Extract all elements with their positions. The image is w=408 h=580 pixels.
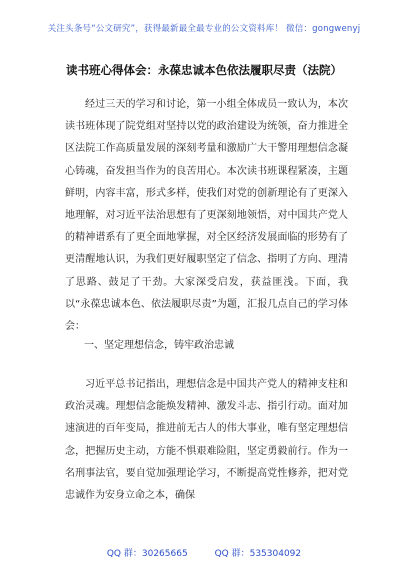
section-heading-1: 一、坚定理想信念，铸牢政治忠诚 [84,340,234,351]
footer [0,546,408,559]
footer-qq-group-2: QQ 群：535304092 [214,549,302,559]
body-paragraph-2 [65,374,348,507]
header-banner: 关注头条号“公文研究”，获得最新最全最专业的公文资料库！ 微信：gongwenyj [47,24,361,34]
document-title: 读书班心得体会：永葆忠诚本色依法履职尽责（法院） [66,63,342,77]
paragraph-text: 习近平总书记指出，理想信念是中国共产党人的精神支柱和政治灵魂。理想信念能焕发精神、激发斗志、指引行动。面对加速演进的百年变局，推进前无古人的伟大事业，唯有坚定理想信念，把握历史主动，方能不惧艰难险阻，坚定勇毅前行。作为一名刑事法官，要自觉加强理论学习，不断提高党性修养，把对党忠诚作为安身立命之本，确保 [65,379,348,502]
body-paragraph-1 [65,94,348,338]
paragraph-text: 经过三天的学习和讨论，第一小组全体成员一致认为，本次读书班体现了院党组对坚持以党的政治建设为统领，奋力推进全区法院工作高质量发展的深刻考量和激励广大干警用理想信念凝心铸魂，奋发担当作为的良苦用心。本次读书班课程紧凑，主题鲜明，内容丰富，形式多样，使我们对党的创新理论有了更深入地理解，对习近平法治思想有了更深刻地领悟，对中国共产党人的精神谱系有了更全面地掌握，对全区经济发展面临的形势有了更清醒地认识，为我们更好履职坚定了信念、指明了方向、理清了思路、鼓足了干劲。大家深受启发，获益匪浅。下面，我以“永葆忠诚本色、依法履职尽责”为题，汇报几点自己的学习体会： [65,99,348,333]
footer-qq-group-1: QQ 群：30265665 [106,549,188,559]
